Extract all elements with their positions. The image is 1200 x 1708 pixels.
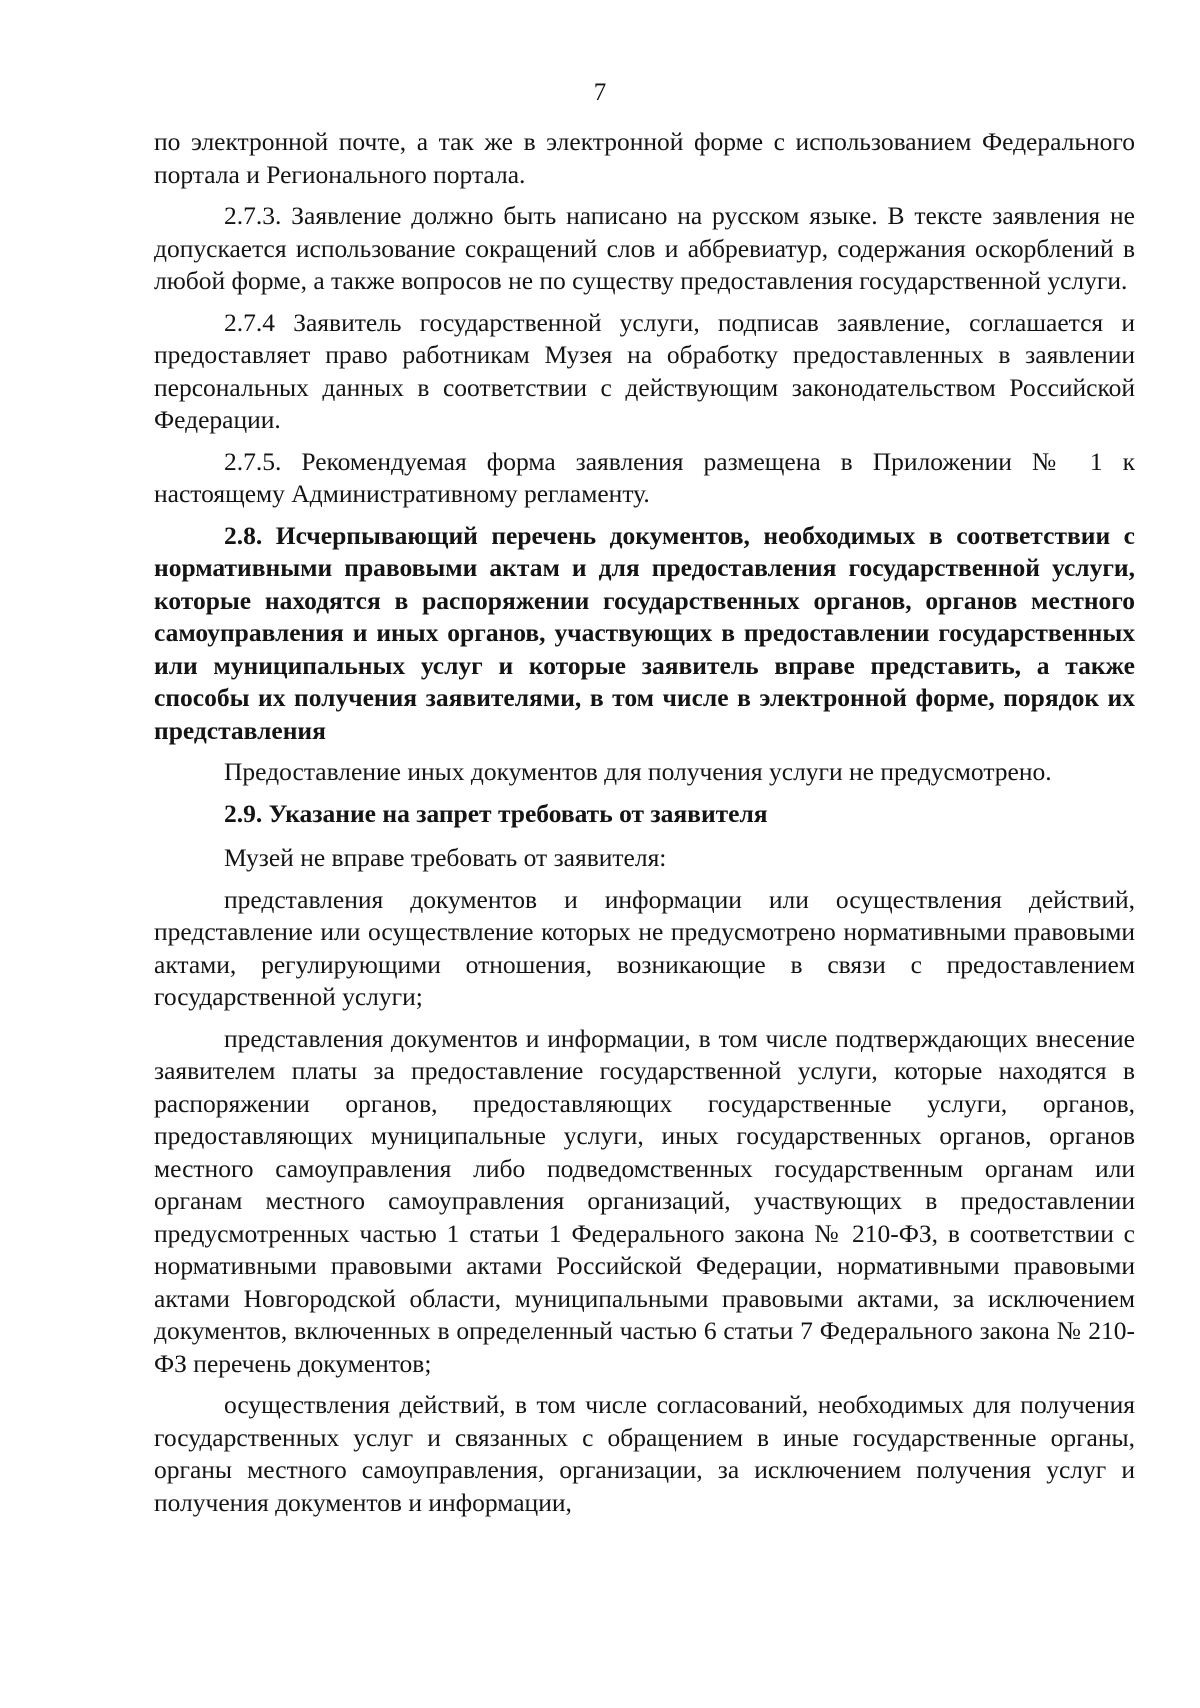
paragraph-2-7-3: 2.7.3. Заявление должно быть написано на русском языке. В тексте заявления не допускается использование сокращений слов и аббревиатур, содержания оскорблений в любой форме, а также вопросов не по существу предоставления государственной услуги. [154, 201, 1135, 295]
paragraph-list-item-2: представления документов и информации, в том числе подтверждающих внесение заявителем платы за предоставление государственной услуги, которые находятся в распоряжении органов, предоставляющих государственные услуги, органов, предоставляющих муниципальные услуги, иных государственных органов, органов местного самоуправления либо подведомственных государственным органам или органам местного самоуправления организаций, участвующих в предоставлении предусмотренных частью 1 статьи 1 Федерального закона № 210-ФЗ, в соответствии с нормативными правовыми актами Российской Федерации, нормативными правовыми актами Новгородской области, муниципальными правовыми актами, за исключением документов, включенных в определенный частью 6 статьи 7 Федерального закона № 210-ФЗ перечень документов; [154, 1023, 1135, 1378]
section-heading-2-8: 2.8. Исчерпывающий перечень документов, необходимых в соответствии с нормативными правовыми актам и для предоставления государственной услуги, которые находятся в распоряжении государственных органов, органов местного самоуправления и иных органов, участвующих в предоставлении государственных или муниципальных услуг и которые заявитель вправе представить, а также способы их получения заявителями, в том числе в электронной форме, порядок их представления [154, 520, 1135, 745]
paragraph-no-other-documents: Предоставление иных документов для получения услуги не предусмотрено. [224, 757, 1052, 786]
page-number: 7 [593, 79, 607, 106]
paragraph-museum-may-not: Музей не вправе требовать от заявителя: [224, 843, 667, 872]
document-body [154, 126, 1135, 1528]
paragraph-continuation: по электронной почте, а так же в электронной форме с использованием Федерального портала и Регионального портала. [154, 127, 1135, 189]
section-heading-2-9: 2.9. Указание на запрет требовать от заявителя [224, 798, 768, 828]
paragraph-2-7-4: 2.7.4 Заявитель государственной услуги, подписав заявление, соглашается и предоставляет право работникам Музея на обработку предоставленных в заявлении персональных данных в соответствии с действующим законодательством Российской Федерации. [154, 307, 1135, 434]
paragraph-2-7-5: 2.7.5. Рекомендуемая форма заявления размещена в Приложении № 1 к настоящему Административному регламенту. [154, 446, 1135, 508]
paragraph-list-item-3: осуществления действий, в том числе согласований, необходимых для получения государственных услуг и связанных с обращением в иные государственные органы, органы местного самоуправления, организации, за исключением получения услуг и получения документов и информации, [154, 1390, 1135, 1517]
paragraph-list-item-1: представления документов и информации или осуществления действий, представление или осуществление которых не предусмотрено нормативными правовыми актами, регулирующими отношения, возникающие в связи с предоставлением государственной услуги; [154, 884, 1135, 1011]
